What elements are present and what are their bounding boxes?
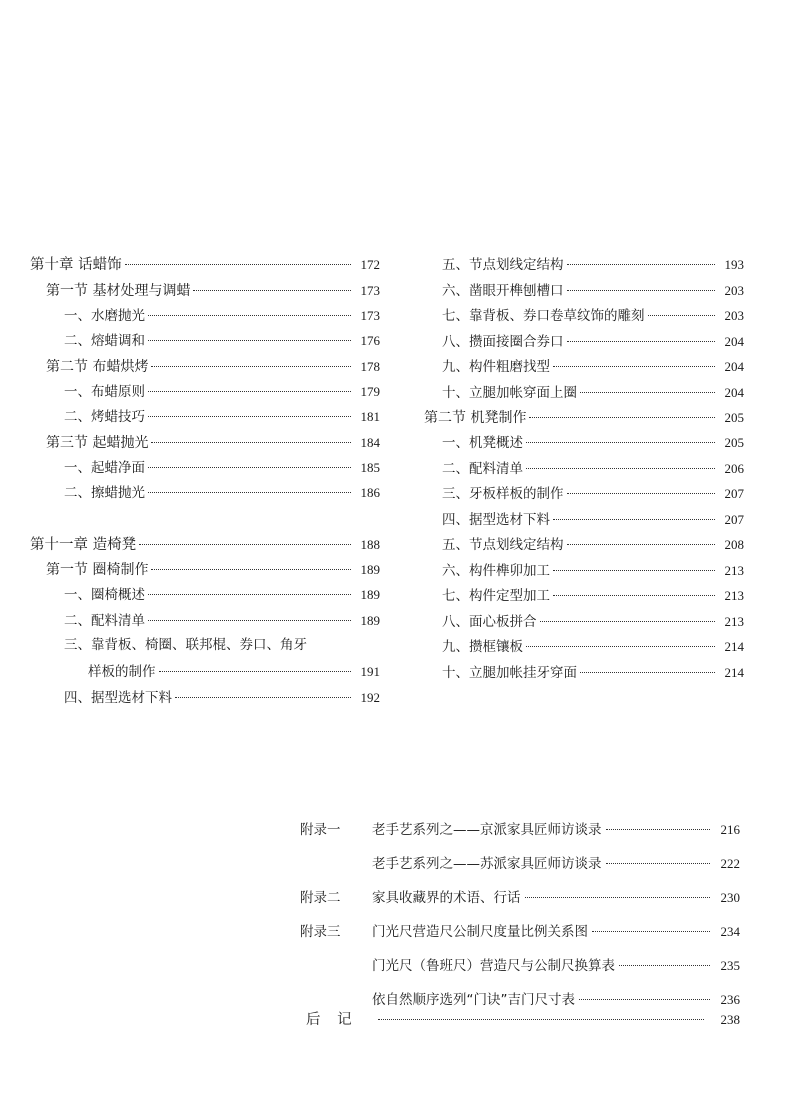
leader-dots <box>567 340 716 342</box>
toc-entry-label: 一、起蜡净面 <box>64 459 145 476</box>
leader-dots <box>648 314 716 316</box>
leader-dots <box>125 263 351 265</box>
leader-dots <box>310 644 351 645</box>
leader-dots <box>148 390 351 392</box>
toc-entry-page-number: 204 <box>724 333 744 349</box>
appendix-entry-key: 附录一 <box>300 822 341 838</box>
appendix-entry-title: 依自然顺序选列“门诀”吉门尺寸表 <box>372 992 575 1008</box>
toc-entry-section[interactable] <box>46 360 380 374</box>
leader-dots <box>553 518 715 520</box>
toc-entry-page-number: 172 <box>360 257 380 272</box>
toc-entry-item[interactable] <box>64 486 380 501</box>
leader-dots <box>151 441 351 443</box>
leader-dots <box>148 314 351 316</box>
toc-entry-page-number: 193 <box>724 257 744 272</box>
toc-entry-section[interactable] <box>46 436 380 450</box>
toc-entry-label: 第一节 圈椅制作 <box>46 562 149 578</box>
toc-entry-label: 第十章 话蜡饰 <box>30 257 122 273</box>
leader-dots <box>148 593 351 595</box>
toc-entry-label: 六、构件榫卯加工 <box>442 562 550 579</box>
toc-entry-item[interactable] <box>442 284 744 299</box>
leader-dots <box>606 862 711 864</box>
toc-entry-page-number: 178 <box>360 358 380 374</box>
toc-entry-page-number: 203 <box>724 308 744 323</box>
appendix-entry-page-number: 236 <box>720 992 740 1007</box>
appendix-entry-key: 附录三 <box>300 924 341 940</box>
leader-dots <box>151 365 351 367</box>
leader-dots <box>567 543 716 545</box>
toc-entry-label: 第三节 起蜡抛光 <box>46 434 149 451</box>
postscript-label: 后 记 <box>306 1012 358 1028</box>
toc-entry-item[interactable] <box>442 258 744 273</box>
leader-dots <box>148 491 351 493</box>
toc-entry-item[interactable] <box>64 614 380 629</box>
leader-dots <box>378 1018 704 1020</box>
leader-dots <box>567 263 716 265</box>
toc-entry-item[interactable] <box>64 309 380 324</box>
leader-dots <box>580 391 715 393</box>
toc-entry-item[interactable] <box>64 385 380 400</box>
toc-entry-label: 一、布蜡原则 <box>64 383 145 400</box>
toc-entry-item[interactable] <box>442 538 744 553</box>
toc-entry-label: 九、构件粗磨找型 <box>442 359 550 375</box>
toc-entry-item[interactable] <box>64 639 380 653</box>
toc-entry-item[interactable] <box>442 436 744 451</box>
toc-entry-label: 第十一章 造椅凳 <box>30 536 137 553</box>
leader-dots <box>579 998 710 1000</box>
leader-dots <box>619 964 710 966</box>
toc-entry-page-number: 173 <box>360 282 380 298</box>
toc-entry-continuation[interactable] <box>88 660 380 680</box>
toc-entry-label: 四、据型选材下料 <box>442 511 550 528</box>
toc-entry-section[interactable] <box>46 563 380 577</box>
appendix-entry-title: 老手艺系列之——苏派家具匠师访谈录 <box>372 856 602 872</box>
toc-entry-label: 十、立腿加帐穿面上圈 <box>442 384 577 401</box>
toc-entry-page-number: 207 <box>724 486 744 501</box>
leader-dots <box>175 696 351 698</box>
appendix-entry[interactable] <box>300 818 740 838</box>
appendix-entry-title: 门光尺营造尺公制尺度量比例关系图 <box>372 924 588 940</box>
section-spacer <box>30 512 380 538</box>
toc-entry-label: 样板的制作 <box>88 663 156 680</box>
toc-entry-label: 一、水磨抛光 <box>64 307 145 324</box>
toc-entry-label: 第二节 布蜡烘烤 <box>46 358 149 375</box>
toc-entry-page-number: 173 <box>360 307 380 323</box>
toc-column-right <box>400 258 800 716</box>
toc-entry-page-number: 189 <box>360 562 380 577</box>
toc-entry-page-number: 207 <box>724 511 744 527</box>
postscript-page-number: 238 <box>720 1012 740 1027</box>
leader-dots <box>526 645 715 647</box>
toc-entry-page-number: 181 <box>360 409 380 424</box>
leader-dots <box>148 339 351 341</box>
toc-entry-label: 二、熔蜡调和 <box>64 333 145 349</box>
toc-entry-page-number: 186 <box>360 485 380 500</box>
toc-entry-item[interactable] <box>442 589 744 604</box>
toc-entry-label: 二、擦蜡抛光 <box>64 485 145 501</box>
appendix-entry-page-number: 216 <box>720 822 740 837</box>
leader-dots <box>526 467 715 469</box>
toc-entry-page-number: 204 <box>724 359 744 374</box>
leader-dots <box>592 930 710 932</box>
toc-entry-section[interactable] <box>46 284 380 298</box>
appendix-entry-page-number: 222 <box>720 856 740 871</box>
appendix-entry-title: 家具收藏界的术语、行话 <box>372 890 521 906</box>
toc-entry-item[interactable] <box>442 309 744 324</box>
toc-entry-label: 一、圈椅概述 <box>64 587 145 603</box>
toc-entry-page-number: 213 <box>724 588 744 603</box>
toc-entry-item[interactable] <box>442 513 744 528</box>
toc-entry-label: 八、攒面接圈合券口 <box>442 333 564 350</box>
leader-dots <box>553 594 715 596</box>
toc-entry-label: 五、节点划线定结构 <box>442 537 564 553</box>
postscript-entry[interactable] <box>300 1008 740 1029</box>
toc-entry-label: 三、靠背板、椅圈、联邦棍、券口、角牙 <box>64 637 307 653</box>
toc-entry-page-number: 213 <box>724 562 744 578</box>
toc-entry-label: 第一节 基材处理与调蜡 <box>46 282 191 299</box>
toc-entry-item[interactable] <box>442 462 744 477</box>
toc-entry-label: 二、烤蜡技巧 <box>64 409 145 425</box>
toc-entry-item[interactable] <box>64 691 380 706</box>
toc-entry-item[interactable] <box>442 666 744 681</box>
toc-entry-page-number: 192 <box>360 689 380 705</box>
toc-entry-item[interactable] <box>442 615 744 630</box>
toc-entry-label: 八、面心板拼合 <box>442 613 537 630</box>
appendix-entry[interactable] <box>300 852 740 872</box>
toc-entry-label: 二、配料清单 <box>64 612 145 629</box>
toc-entry-chapter[interactable] <box>30 538 380 553</box>
leader-dots <box>606 828 711 830</box>
leader-dots <box>148 619 351 621</box>
toc-entry-label: 第二节 机凳制作 <box>424 410 527 426</box>
toc-entry-page-number: 179 <box>360 383 380 399</box>
toc-entry-page-number: 214 <box>724 664 744 680</box>
toc-entry-label: 九、攒框镶板 <box>442 639 523 655</box>
toc-entry-label: 七、靠背板、券口卷草纹饰的雕刻 <box>442 308 645 324</box>
toc-entry-page-number: 185 <box>360 459 380 475</box>
leader-dots <box>148 466 351 468</box>
leader-dots <box>553 569 715 571</box>
toc-entry-label: 二、配料清单 <box>442 460 523 477</box>
toc-entry-item[interactable] <box>442 360 744 375</box>
toc-entry-item[interactable] <box>64 334 380 349</box>
leader-dots <box>139 543 351 545</box>
toc-entry-page-number: 214 <box>724 639 744 654</box>
appendix-entry-title: 门光尺（鲁班尺）营造尺与公制尺换算表 <box>372 958 615 974</box>
toc-entry-page-number: 206 <box>724 460 744 476</box>
toc-entry-page-number: 205 <box>724 435 744 450</box>
toc-entry-item[interactable] <box>64 410 380 425</box>
toc-entry-page-number: 191 <box>360 663 380 679</box>
toc-entry-item[interactable] <box>64 461 380 476</box>
leader-dots <box>151 568 351 570</box>
leader-dots <box>526 441 715 443</box>
toc-entry-label: 五、节点划线定结构 <box>442 257 564 273</box>
leader-dots <box>567 492 716 494</box>
toc-entry-label: 六、凿眼开榫刨槽口 <box>442 282 564 299</box>
appendix-entry-page-number: 230 <box>720 890 740 905</box>
toc-entry-page-number: 203 <box>724 282 744 298</box>
toc-columns <box>0 258 800 716</box>
toc-entry-label: 一、机凳概述 <box>442 435 523 451</box>
leader-dots <box>525 896 711 898</box>
toc-entry-page-number: 189 <box>360 587 380 602</box>
appendix-entry[interactable] <box>300 954 740 974</box>
toc-entry-label: 十、立腿加帐挂牙穿面 <box>442 664 577 681</box>
toc-entry-item[interactable] <box>442 335 744 350</box>
appendix-entry[interactable] <box>300 886 740 906</box>
appendix-entry-page-number: 234 <box>720 924 740 939</box>
appendix-entry[interactable] <box>300 988 740 1008</box>
toc-entry-page-number: 184 <box>360 434 380 450</box>
toc-entry-label: 四、据型选材下料 <box>64 689 172 706</box>
toc-entry-label: 三、牙板样板的制作 <box>442 486 564 502</box>
toc-entry-page-number: 213 <box>724 613 744 629</box>
toc-entry-item[interactable] <box>64 588 380 603</box>
leader-dots <box>159 670 352 672</box>
toc-entry-page-number: 205 <box>724 410 744 425</box>
toc-entry-page-number: 188 <box>360 536 380 552</box>
toc-entry-section[interactable] <box>424 411 744 425</box>
toc-entry-page-number: 176 <box>360 333 380 348</box>
leader-dots <box>148 415 351 417</box>
appendix-entry[interactable] <box>300 920 740 940</box>
appendix-list <box>300 818 740 1022</box>
toc-entry-item[interactable] <box>442 386 744 401</box>
toc-column-left <box>0 258 400 716</box>
toc-entry-page-number: 208 <box>724 537 744 552</box>
leader-dots <box>193 289 351 291</box>
toc-entry-item[interactable] <box>442 564 744 579</box>
toc-entry-chapter[interactable] <box>30 258 380 273</box>
toc-entry-item[interactable] <box>442 487 744 502</box>
appendix-entry-key: 附录二 <box>300 890 341 906</box>
toc-entry-page-number: 189 <box>360 612 380 628</box>
appendix-entry-page-number: 235 <box>720 958 740 973</box>
appendix-entry-title: 老手艺系列之——京派家具匠师访谈录 <box>372 822 602 838</box>
toc-entry-item[interactable] <box>442 640 744 655</box>
leader-dots <box>567 289 716 291</box>
leader-dots <box>529 416 715 418</box>
toc-entry-label: 七、构件定型加工 <box>442 588 550 604</box>
toc-entry-page-number: 204 <box>724 384 744 400</box>
leader-dots <box>580 671 715 673</box>
leader-dots <box>540 620 716 622</box>
leader-dots <box>553 365 715 367</box>
